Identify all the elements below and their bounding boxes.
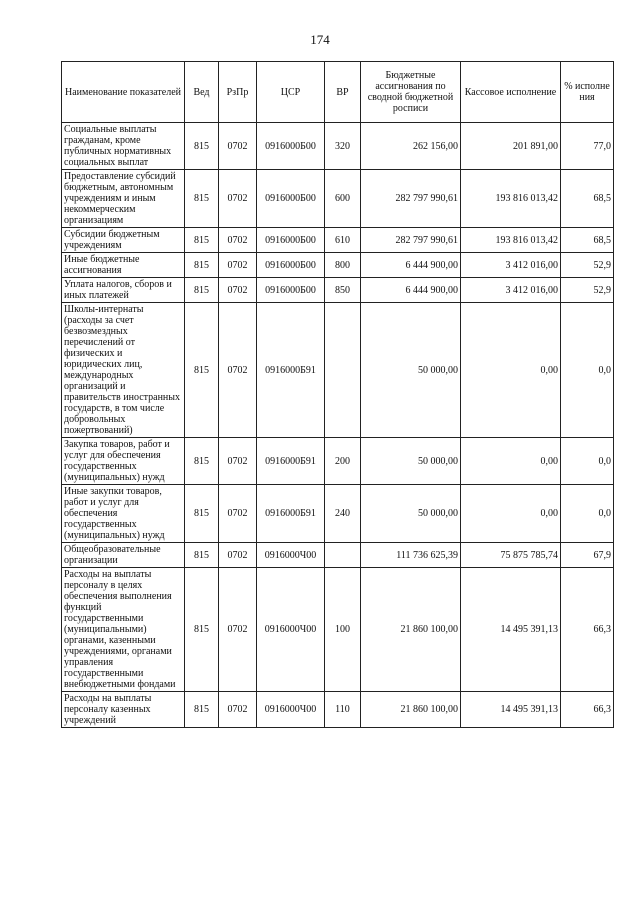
row-csr: 0916000Б91 — [257, 438, 325, 485]
row-rzpr: 0702 — [219, 228, 257, 253]
table-row — [62, 228, 614, 253]
table-row — [62, 568, 614, 692]
table-row — [62, 253, 614, 278]
row-vr — [325, 543, 361, 568]
row-rzpr: 0702 — [219, 438, 257, 485]
row-vr: 600 — [325, 170, 361, 228]
row-rzpr: 0702 — [219, 303, 257, 438]
row-rzpr: 0702 — [219, 123, 257, 170]
row-cash: 14 495 391,13 — [461, 692, 561, 728]
row-budget: 282 797 990,61 — [361, 228, 461, 253]
row-vr: 850 — [325, 278, 361, 303]
row-name: Школы-интернаты (расходы за счет безвозмездных перечислений от физических и юридических лиц, международных организаций и правительств иностранных государств, в том числе добровольных пожертвований) — [62, 303, 185, 438]
row-budget: 21 860 100,00 — [361, 568, 461, 692]
header-name: Наименование показателей — [62, 62, 185, 123]
row-vr: 240 — [325, 485, 361, 543]
row-percent: 66,3 — [561, 692, 614, 728]
row-ved: 815 — [185, 170, 219, 228]
row-name: Общеобразовательные организации — [62, 543, 185, 568]
row-rzpr: 0702 — [219, 568, 257, 692]
row-ved: 815 — [185, 438, 219, 485]
row-vr: 200 — [325, 438, 361, 485]
table-row — [62, 303, 614, 438]
header-vr: ВР — [325, 62, 361, 123]
row-budget: 21 860 100,00 — [361, 692, 461, 728]
row-ved: 815 — [185, 253, 219, 278]
row-cash: 0,00 — [461, 303, 561, 438]
row-percent: 67,9 — [561, 543, 614, 568]
budget-execution-table — [61, 61, 614, 728]
row-ved: 815 — [185, 485, 219, 543]
row-percent: 77,0 — [561, 123, 614, 170]
row-ved: 815 — [185, 278, 219, 303]
table-row — [62, 485, 614, 543]
page-number: 174 — [310, 32, 330, 47]
header-csr: ЦСР — [257, 62, 325, 123]
row-ved: 815 — [185, 543, 219, 568]
row-cash: 14 495 391,13 — [461, 568, 561, 692]
row-cash: 201 891,00 — [461, 123, 561, 170]
row-name: Социальные выплаты гражданам, кроме публичных нормативных социальных выплат — [62, 123, 185, 170]
row-name: Предоставление субсидий бюджетным, автономным учреждениям и иным некоммерческим организациям — [62, 170, 185, 228]
row-ved: 815 — [185, 123, 219, 170]
row-csr: 0916000Б91 — [257, 303, 325, 438]
row-name: Расходы на выплаты персоналу казенных учреждений — [62, 692, 185, 728]
row-ved: 815 — [185, 303, 219, 438]
row-percent: 52,9 — [561, 253, 614, 278]
row-name: Расходы на выплаты персоналу в целях обеспечения выполнения функций государственными (муниципальными) органами, казенными учреждениями, органами управления государственными внебюджетными фондами — [62, 568, 185, 692]
row-budget: 262 156,00 — [361, 123, 461, 170]
row-csr: 0916000Б00 — [257, 228, 325, 253]
row-cash: 3 412 016,00 — [461, 278, 561, 303]
row-vr — [325, 303, 361, 438]
row-ved: 815 — [185, 568, 219, 692]
row-cash: 193 816 013,42 — [461, 228, 561, 253]
row-csr: 0916000Ч00 — [257, 568, 325, 692]
row-vr: 320 — [325, 123, 361, 170]
row-percent: 0,0 — [561, 438, 614, 485]
row-csr: 0916000Ч00 — [257, 543, 325, 568]
row-vr: 610 — [325, 228, 361, 253]
row-budget: 6 444 900,00 — [361, 253, 461, 278]
row-rzpr: 0702 — [219, 170, 257, 228]
row-cash: 193 816 013,42 — [461, 170, 561, 228]
row-budget: 282 797 990,61 — [361, 170, 461, 228]
row-name: Субсидии бюджетным учреждениям — [62, 228, 185, 253]
row-csr: 0916000Б00 — [257, 123, 325, 170]
row-budget: 111 736 625,39 — [361, 543, 461, 568]
row-csr: 0916000Б00 — [257, 170, 325, 228]
row-vr: 800 — [325, 253, 361, 278]
row-ved: 815 — [185, 692, 219, 728]
row-rzpr: 0702 — [219, 253, 257, 278]
row-percent: 68,5 — [561, 228, 614, 253]
header-budget: Бюджетные ассигнования по сводной бюджетной росписи — [361, 62, 461, 123]
table-row — [62, 543, 614, 568]
row-csr: 0916000Ч00 — [257, 692, 325, 728]
row-cash: 0,00 — [461, 485, 561, 543]
row-rzpr: 0702 — [219, 692, 257, 728]
header-rzpr: РзПр — [219, 62, 257, 123]
header-cash: Кассовое исполнение — [461, 62, 561, 123]
table-row — [62, 692, 614, 728]
row-percent: 0,0 — [561, 485, 614, 543]
row-budget: 50 000,00 — [361, 485, 461, 543]
table-header-row — [62, 62, 614, 123]
row-percent: 66,3 — [561, 568, 614, 692]
row-csr: 0916000Б91 — [257, 485, 325, 543]
row-percent: 68,5 — [561, 170, 614, 228]
table-row — [62, 170, 614, 228]
row-rzpr: 0702 — [219, 485, 257, 543]
table-row — [62, 278, 614, 303]
row-name: Иные закупки товаров, работ и услуг для обеспечения государственных (муниципальных) нужд — [62, 485, 185, 543]
table-row — [62, 123, 614, 170]
row-cash: 3 412 016,00 — [461, 253, 561, 278]
row-budget: 50 000,00 — [361, 303, 461, 438]
row-name: Закупка товаров, работ и услуг для обеспечения государственных (муниципальных) нужд — [62, 438, 185, 485]
row-vr: 100 — [325, 568, 361, 692]
row-percent: 0,0 — [561, 303, 614, 438]
header-ved: Вед — [185, 62, 219, 123]
table-row — [62, 438, 614, 485]
row-vr: 110 — [325, 692, 361, 728]
row-rzpr: 0702 — [219, 278, 257, 303]
row-ved: 815 — [185, 228, 219, 253]
row-csr: 0916000Б00 — [257, 253, 325, 278]
header-percent: % исполне ния — [561, 62, 614, 123]
row-percent: 52,9 — [561, 278, 614, 303]
row-budget: 6 444 900,00 — [361, 278, 461, 303]
row-csr: 0916000Б00 — [257, 278, 325, 303]
row-rzpr: 0702 — [219, 543, 257, 568]
row-name: Уплата налогов, сборов и иных платежей — [62, 278, 185, 303]
row-cash: 0,00 — [461, 438, 561, 485]
row-budget: 50 000,00 — [361, 438, 461, 485]
row-name: Иные бюджетные ассигнования — [62, 253, 185, 278]
row-cash: 75 875 785,74 — [461, 543, 561, 568]
